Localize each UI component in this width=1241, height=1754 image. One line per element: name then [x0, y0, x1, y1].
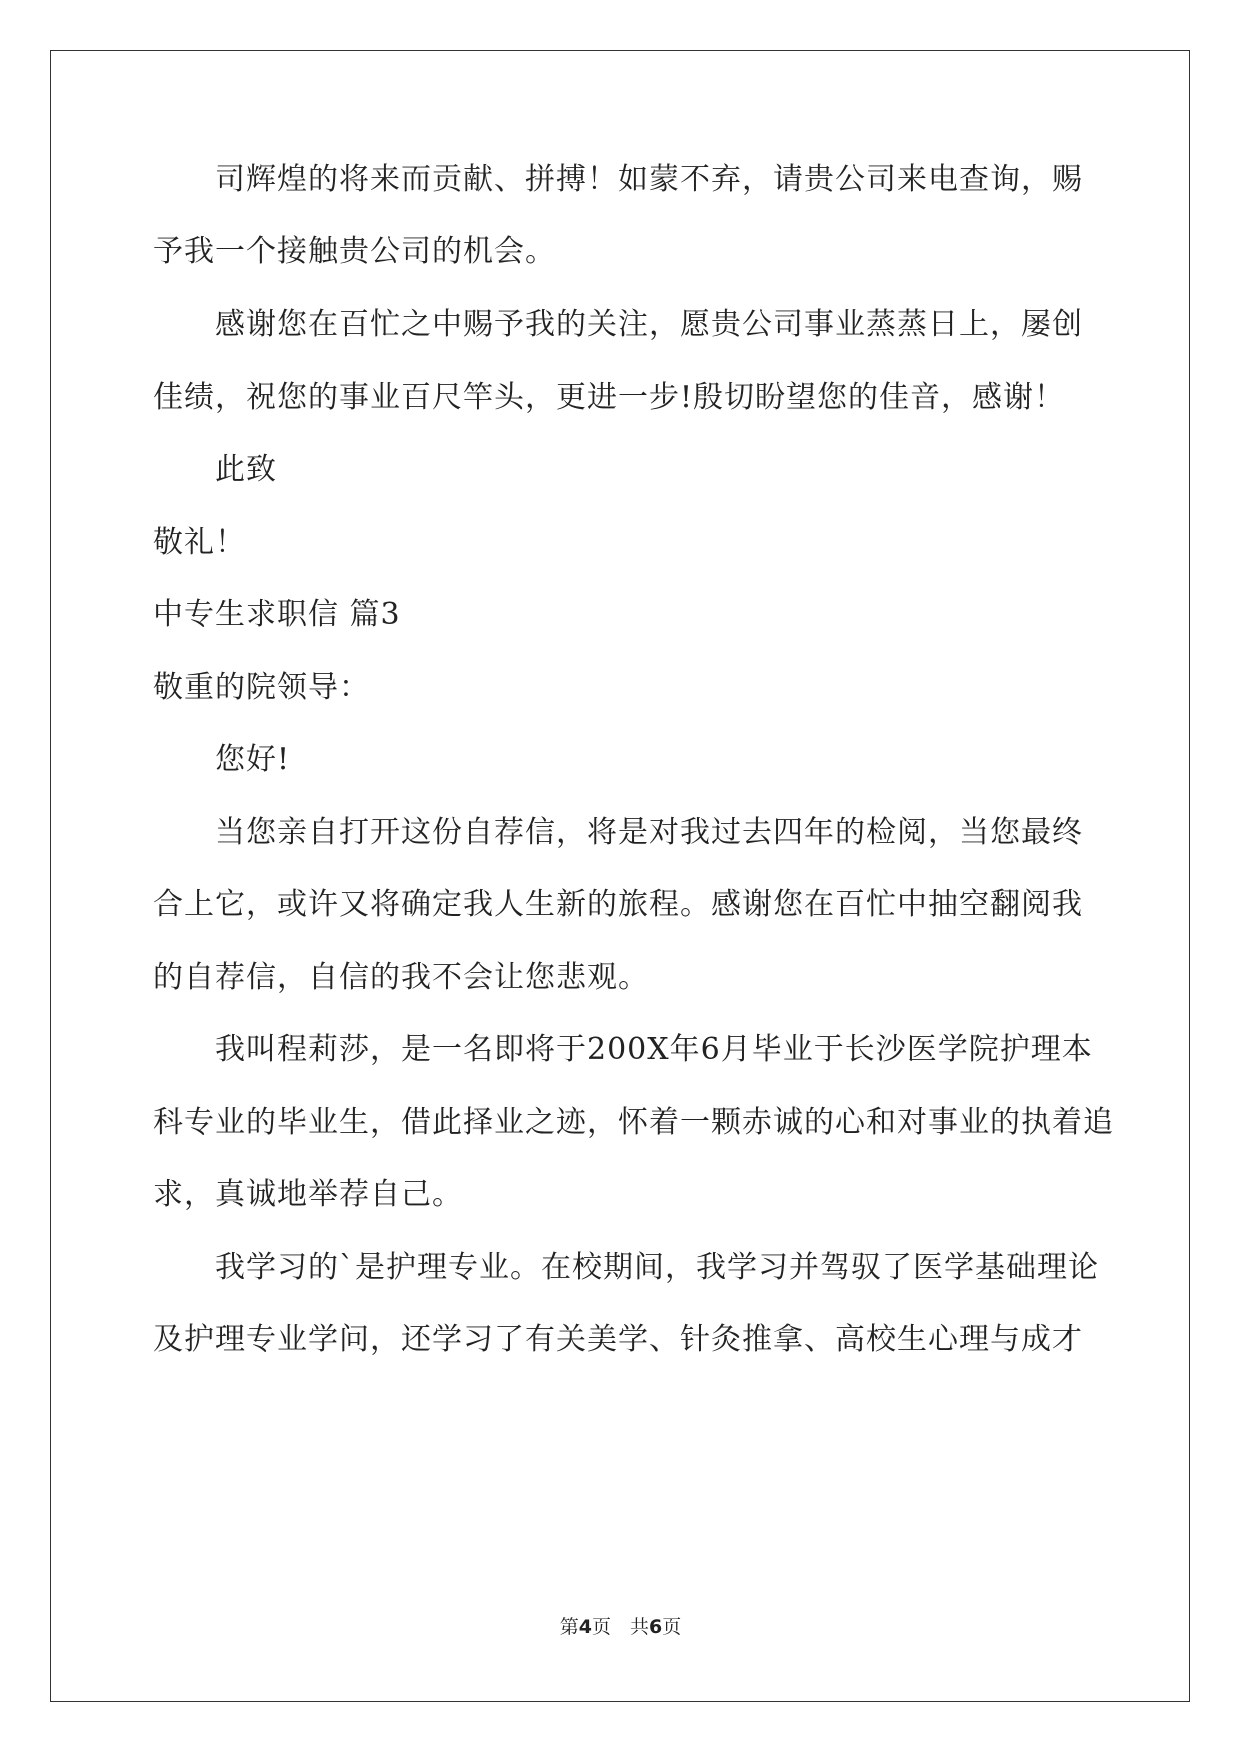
letter-addressee: 敬重的院领导： [153, 670, 370, 705]
page-total: 6 [649, 1616, 663, 1638]
salutation-closing: 此致 [215, 452, 277, 487]
text-line-14: 科专业的毕业生，借此择业之迹，怀着一颗赤诚的心和对事业的执着追 [153, 1105, 1114, 1140]
text-line-3: 感谢您在百忙之中赐予我的关注，愿贵公司事业蒸蒸日上，屡创 [215, 307, 1083, 342]
text-line-17: 及护理专业学问，还学习了有关美学、针灸推拿、高校生心理与成才 [153, 1322, 1083, 1357]
text-line-13: 我叫程莉莎，是一名即将于200X年6月毕业于长沙医学院护理本 [215, 1032, 1093, 1067]
salutation-regards: 敬礼！ [153, 525, 246, 560]
text-line-4: 佳绩，祝您的事业百尺竿头，更进一步!殷切盼望您的佳音，感谢！ [153, 380, 1066, 415]
page-number-footer [0, 1615, 1241, 1639]
page-mid: 页 共 [591, 1616, 649, 1638]
letter-greeting: 您好! [215, 742, 291, 777]
text-line-15: 求，真诚地举荐自己。 [153, 1177, 463, 1212]
section-heading: 中专生求职信 篇3 [153, 597, 401, 632]
page-prefix: 第 [559, 1616, 579, 1638]
page-suffix: 页 [662, 1616, 682, 1638]
text-line-1: 司辉煌的将来而贡献、拼搏！如蒙不弃，请贵公司来电查询，赐 [215, 162, 1083, 197]
text-line-10: 当您亲自打开这份自荐信，将是对我过去四年的检阅，当您最终 [215, 815, 1083, 850]
text-line-16: 我学习的`是护理专业。在校期间，我学习并驾驭了医学基础理论 [215, 1250, 1099, 1285]
page-border [50, 50, 1190, 1702]
text-line-12: 的自荐信，自信的我不会让您悲观。 [153, 960, 649, 995]
text-line-11: 合上它，或许又将确定我人生新的旅程。感谢您在百忙中抽空翻阅我 [153, 887, 1083, 922]
text-line-2: 予我一个接触贵公司的机会。 [153, 234, 556, 269]
page-current: 4 [578, 1616, 592, 1638]
